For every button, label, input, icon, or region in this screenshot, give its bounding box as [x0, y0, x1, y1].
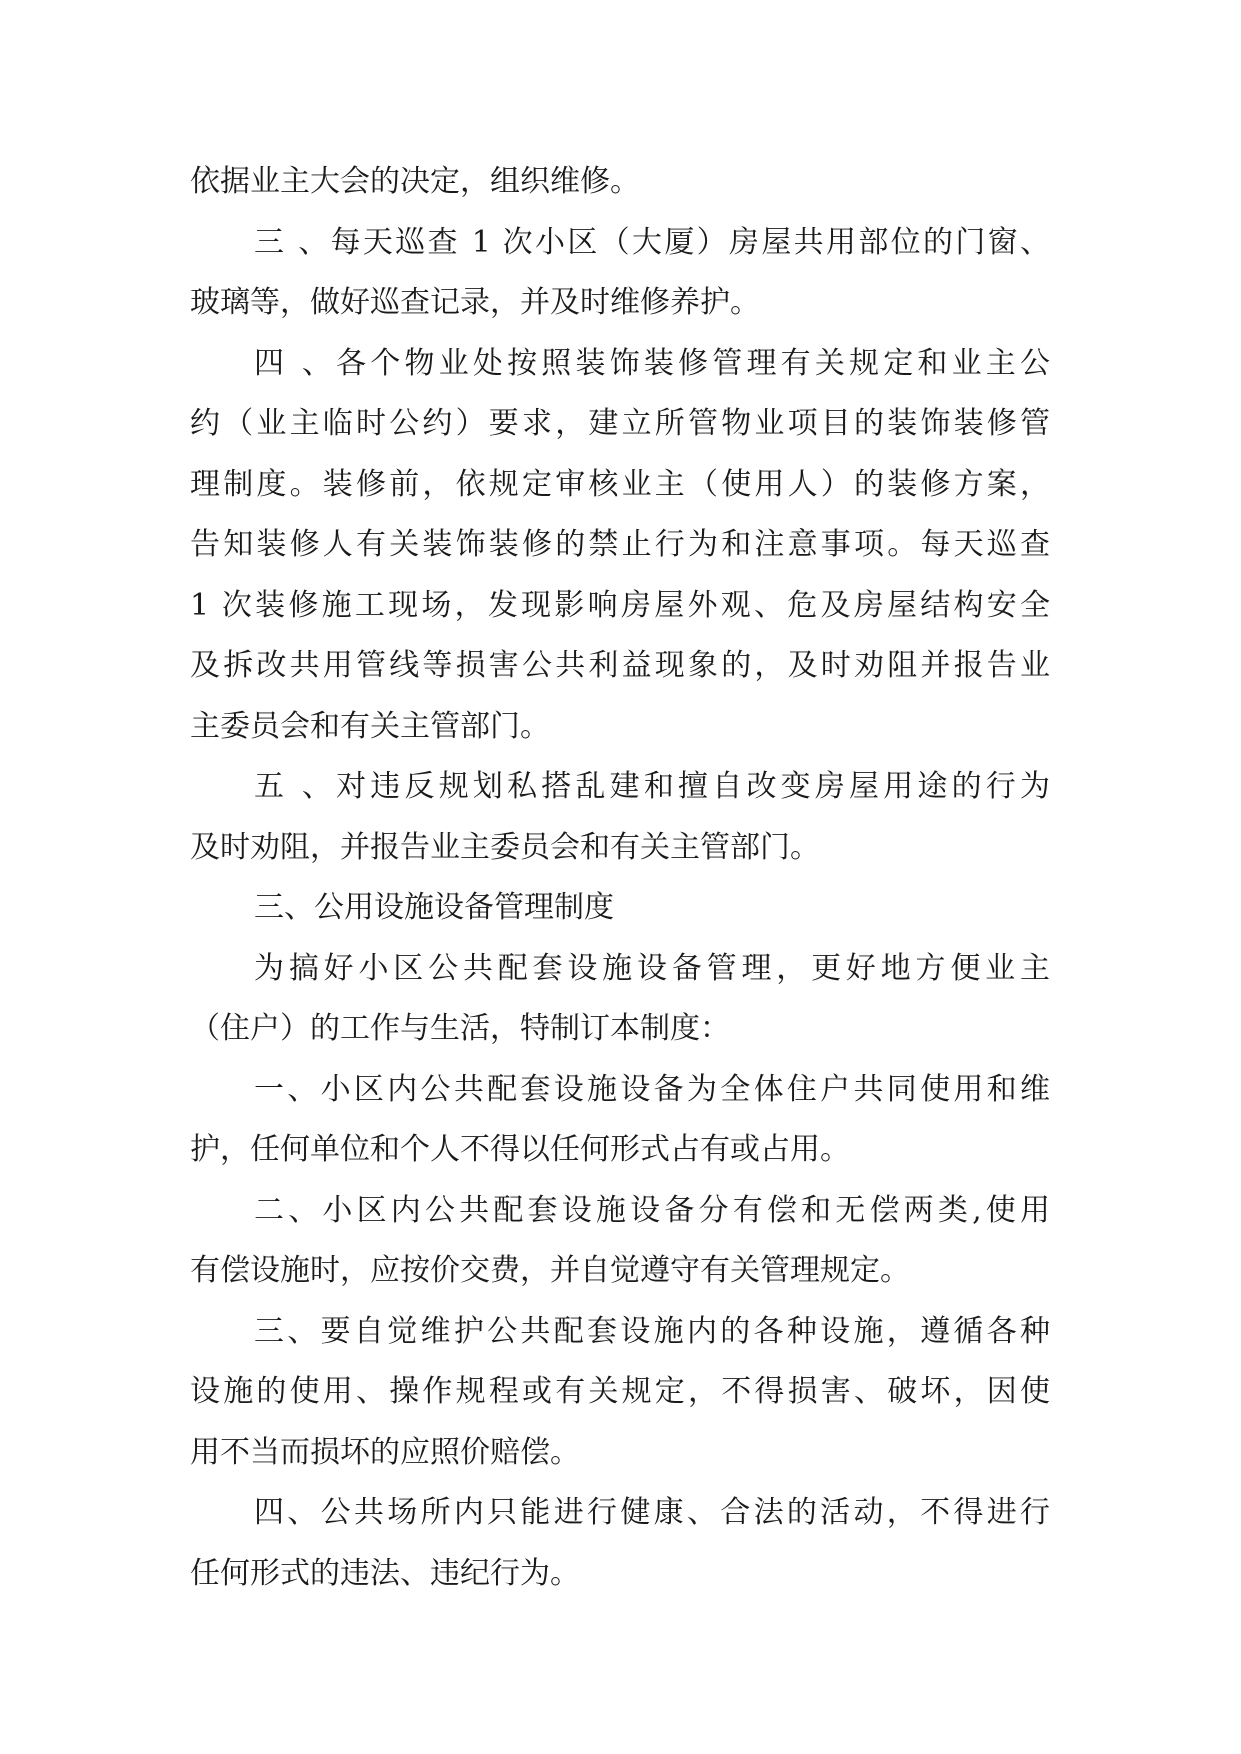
text-line: 1 次装修施工现场，发现影响房屋外观、危及房屋结构安全: [190, 587, 1050, 623]
text-line: 主委员会和有关主管部门。: [190, 708, 550, 744]
text-line: 设施的使用、操作规程或有关规定，不得损害、破坏，因使: [190, 1374, 1050, 1409]
text-line: 为搞好小区公共配套设施设备管理，更好地方便业主: [254, 950, 1050, 986]
text-line: 及时劝阻，并报告业主委员会和有关主管部门。: [190, 829, 820, 865]
text-line: 四 、各个物业处按照装饰装修管理有关规定和业主公: [254, 345, 1050, 381]
text-line: 三 、每天巡查 1 次小区（大厦）房屋共用部位的门窗、: [254, 224, 1050, 260]
text-line: 一、小区内公共配套设施设备为全体住户共同使用和维: [254, 1071, 1050, 1107]
text-line: 约（业主临时公约）要求，建立所管物业项目的装饰装修管: [190, 406, 1050, 441]
text-line: 五 、对违反规划私搭乱建和擅自改变房屋用途的行为: [254, 769, 1050, 804]
text-line: 依据业主大会的决定，组织维修。: [190, 164, 640, 199]
text-line: 二、小区内公共配套设施设备分有偿和无偿两类,使用: [254, 1192, 1050, 1228]
text-line: 用不当而损坏的应照价赔偿。: [190, 1434, 580, 1470]
text-line: 告知装修人有关装饰装修的禁止行为和注意事项。每天巡查: [190, 527, 1050, 562]
document-body: [190, 152, 1050, 1604]
text-line: 及拆改共用管线等损害公共利益现象的，及时劝阻并报告业: [190, 648, 1050, 683]
text-line: 有偿设施时，应按价交费，并自觉遵守有关管理规定。: [190, 1253, 910, 1288]
text-line: 任何形式的违法、违纪行为。: [190, 1555, 580, 1591]
text-line: 四、公共场所内只能进行健康、合法的活动，不得进行: [254, 1495, 1050, 1530]
text-line: （住户）的工作与生活，特制订本制度：: [190, 1011, 730, 1046]
text-line: 理制度。装修前，依规定审核业主（使用人）的装修方案，: [190, 466, 1050, 502]
section-heading: 三、公用设施设备管理制度: [254, 890, 614, 925]
text-line: 玻璃等，做好巡查记录，并及时维修养护。: [190, 285, 760, 320]
text-line: 三、要自觉维护公共配套设施内的各种设施，遵循各种: [254, 1313, 1050, 1349]
text-line: 护，任何单位和个人不得以任何形式占有或占用。: [190, 1132, 850, 1167]
